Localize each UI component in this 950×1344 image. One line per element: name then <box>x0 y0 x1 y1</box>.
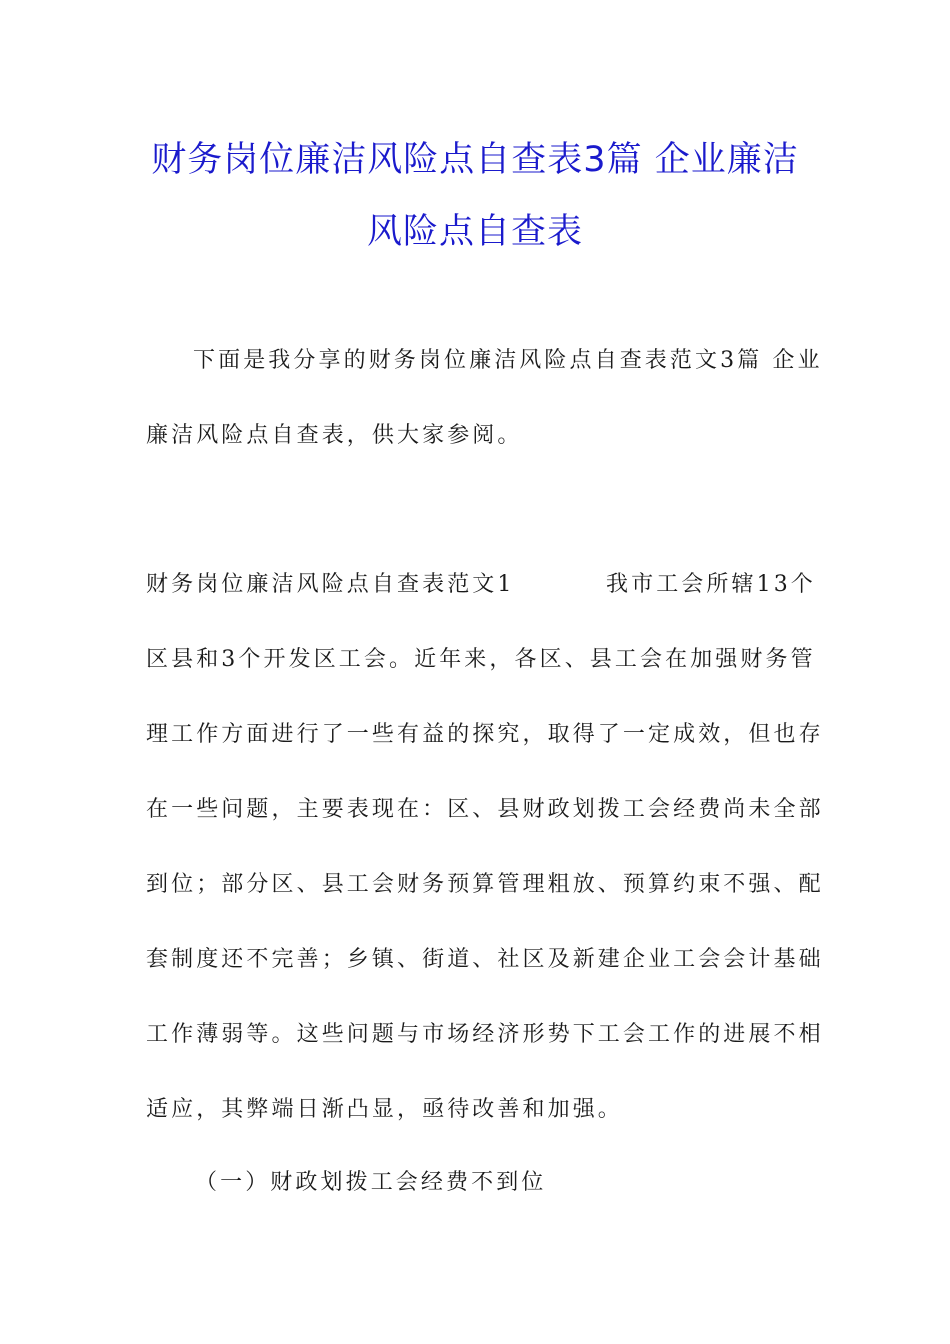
body-paragraph-line: 适应，其弊端日渐凸显，亟待改善和加强。 <box>146 1097 623 1122</box>
body-paragraph-line: 工作薄弱等。这些问题与市场经济形势下工会工作的进展不相 <box>146 1022 824 1047</box>
intro-paragraph-line-1: 下面是我分享的财务岗位廉洁风险点自查表范文3篇 企业 <box>193 348 823 373</box>
body-paragraph-line: 区县和3个开发区工会。近年来，各区、县工会在加强财务管 <box>146 647 816 672</box>
body-paragraph-line: 在一些问题，主要表现在：区、县财政划拨工会经费尚未全部 <box>146 797 824 822</box>
section-heading: 财务岗位廉洁风险点自查表范文1 <box>146 572 515 597</box>
section-paragraph-start: 我市工会所辖13个 <box>606 572 816 597</box>
document-title-line-2: 风险点自查表 <box>366 212 583 252</box>
body-paragraph-line: 到位；部分区、县工会财务预算管理粗放、预算约束不强、配 <box>146 872 824 897</box>
intro-paragraph-line-2: 廉洁风险点自查表，供大家参阅。 <box>146 423 523 448</box>
subsection-heading: （一）财政划拨工会经费不到位 <box>195 1170 547 1195</box>
body-paragraph-line: 理工作方面进行了一些有益的探究，取得了一定成效，但也存 <box>146 722 824 747</box>
document-title-line-1: 财务岗位廉洁风险点自查表3篇 企业廉洁 <box>151 140 799 180</box>
body-paragraph-line: 套制度还不完善；乡镇、街道、社区及新建企业工会会计基础 <box>146 947 824 972</box>
